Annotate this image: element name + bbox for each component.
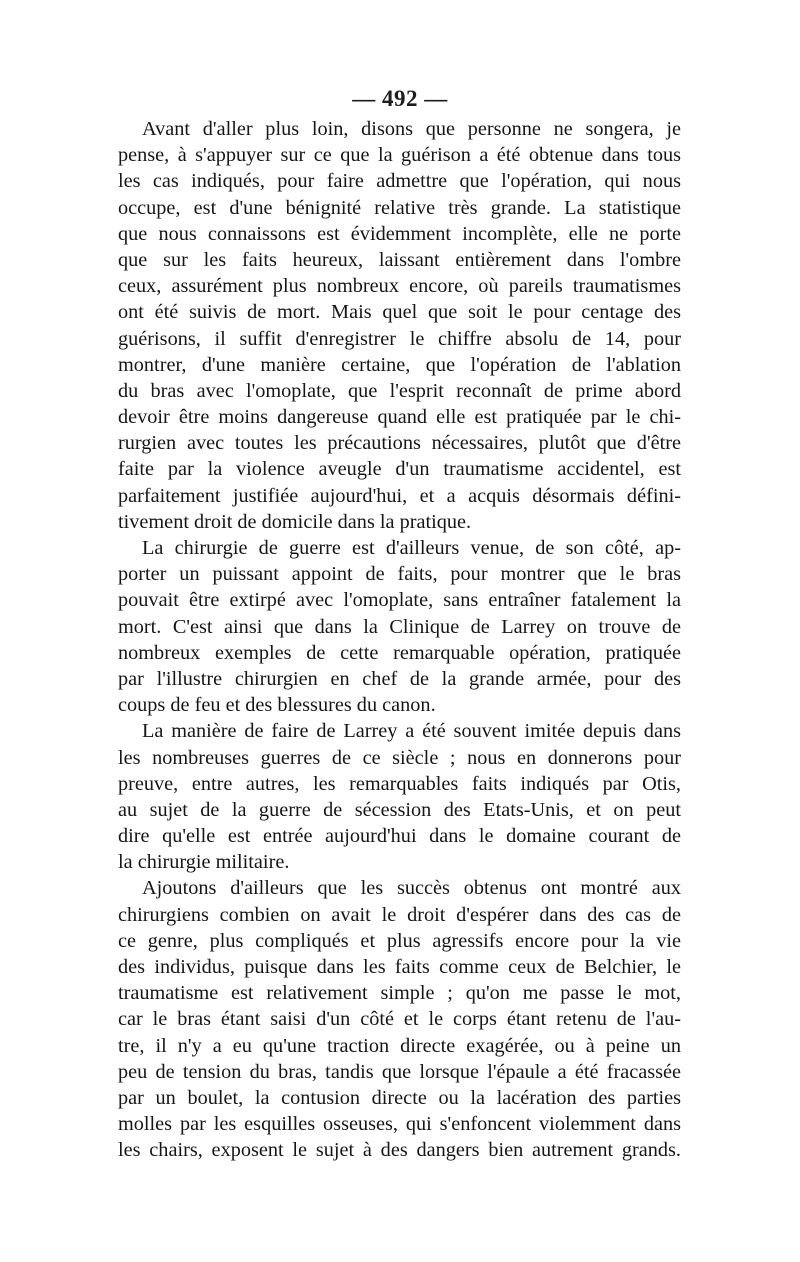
text-line: guérisons, il suffit d'enregistrer le chiffre absolu de 14, pour — [118, 327, 681, 350]
text-line: devoir être moins dangereuse quand elle est pratiquée par le chi- — [118, 406, 681, 429]
text-line: des individus, puisque dans les faits comme ceux de Belchier, le — [118, 956, 681, 978]
text-line: traumatisme est relativement simple ; qu'on me passe le mot, — [118, 982, 681, 1005]
text-line: par l'illustre chirurgien en chef de la grande armée, pour des — [118, 667, 681, 690]
text-line: peu de tension du bras, tandis que lorsque l'épaule a été fracassée — [118, 1060, 681, 1083]
text-line: dire qu'elle est entrée aujourd'hui dans le domaine courant de — [118, 825, 681, 848]
text-line: nombreux exemples de cette remarquable opération, pratiquée — [118, 641, 681, 664]
text-line: chirurgiens combien on avait le droit d'espérer dans des cas de — [118, 903, 681, 926]
text-line: molles par les esquilles osseuses, qui s'enfoncent violemment dans — [118, 1113, 681, 1136]
text-line: La chirurgie de guerre est d'ailleurs venue, de son côté, ap- — [142, 537, 681, 559]
text-line: la chirurgie militaire. — [118, 851, 290, 874]
text-line: ceux, assurément plus nombreux encore, où pareils traumatismes — [118, 275, 681, 298]
text-line: faite par la violence aveugle d'un traumatisme accidentel, est — [118, 458, 681, 481]
paragraph-4 — [118, 875, 681, 1163]
text-line: mort. C'est ainsi que dans la Clinique de Larrey on trouve de — [118, 615, 681, 638]
text-line: coups de feu et des blessures du canon. — [118, 694, 436, 717]
text-line: les chairs, exposent le sujet à des dangers bien autrement grands. — [118, 1139, 681, 1162]
text-line: au sujet de la guerre de sécession des Etats-Unis, et on peut — [118, 798, 681, 821]
text-line: parfaitement justifiée aujourd'hui, et a acquis désormais défini- — [118, 484, 681, 507]
text-line: tre, il n'y a eu qu'une traction directe exagérée, ou à peine un — [118, 1034, 681, 1057]
text-line: pouvait être extirpé avec l'omoplate, sans entraîner fatalement la — [118, 589, 681, 612]
text-line: les cas indiqués, pour faire admettre que l'opération, qui nous — [118, 170, 681, 193]
text-line: La manière de faire de Larrey a été souvent imitée depuis dans — [142, 720, 681, 743]
text-line: preuve, entre autres, les remarquables faits indiqués par Otis, — [118, 772, 681, 795]
body-text — [118, 116, 681, 1164]
page-number: — 492 — — [352, 86, 448, 111]
paragraph-1 — [118, 116, 681, 535]
text-line: pense, à s'appuyer sur ce que la guérison a été obtenue dans tous — [118, 144, 681, 167]
text-line: rurgien avec toutes les précautions nécessaires, plutôt que d'être — [118, 432, 681, 455]
text-line: ce genre, plus compliqués et plus agressifs encore pour la vie — [118, 929, 681, 952]
paragraph-3 — [118, 718, 681, 875]
text-line: Avant d'aller plus loin, disons que personne ne songera, je — [142, 118, 681, 140]
text-line: les nombreuses guerres de ce siècle ; nous en donnerons pour — [118, 746, 681, 769]
text-line: occupe, est d'une bénignité relative très grande. La statistique — [118, 196, 681, 219]
text-line: montrer, d'une manière certaine, que l'opération de l'ablation — [118, 353, 681, 376]
text-line: ont été suivis de mort. Mais quel que soit le pour centage des — [118, 301, 681, 324]
text-line: que sur les faits heureux, laissant entièrement dans l'ombre — [118, 248, 681, 271]
text-line: du bras avec l'omoplate, que l'esprit reconnaît de prime abord — [118, 379, 681, 402]
text-line: tivement droit de domicile dans la pratique. — [118, 510, 472, 533]
text-line: Ajoutons d'ailleurs que les succès obtenus ont montré aux — [142, 877, 681, 900]
paragraph-2 — [118, 535, 681, 718]
text-line: car le bras étant saisi d'un côté et le corps étant retenu de l'au- — [118, 1008, 681, 1031]
text-line: que nous connaissons est évidemment incomplète, elle ne porte — [118, 222, 681, 245]
text-line: par un boulet, la contusion directe ou la lacération des parties — [118, 1086, 681, 1109]
text-line: porter un puissant appoint de faits, pour montrer que le bras — [118, 563, 681, 586]
